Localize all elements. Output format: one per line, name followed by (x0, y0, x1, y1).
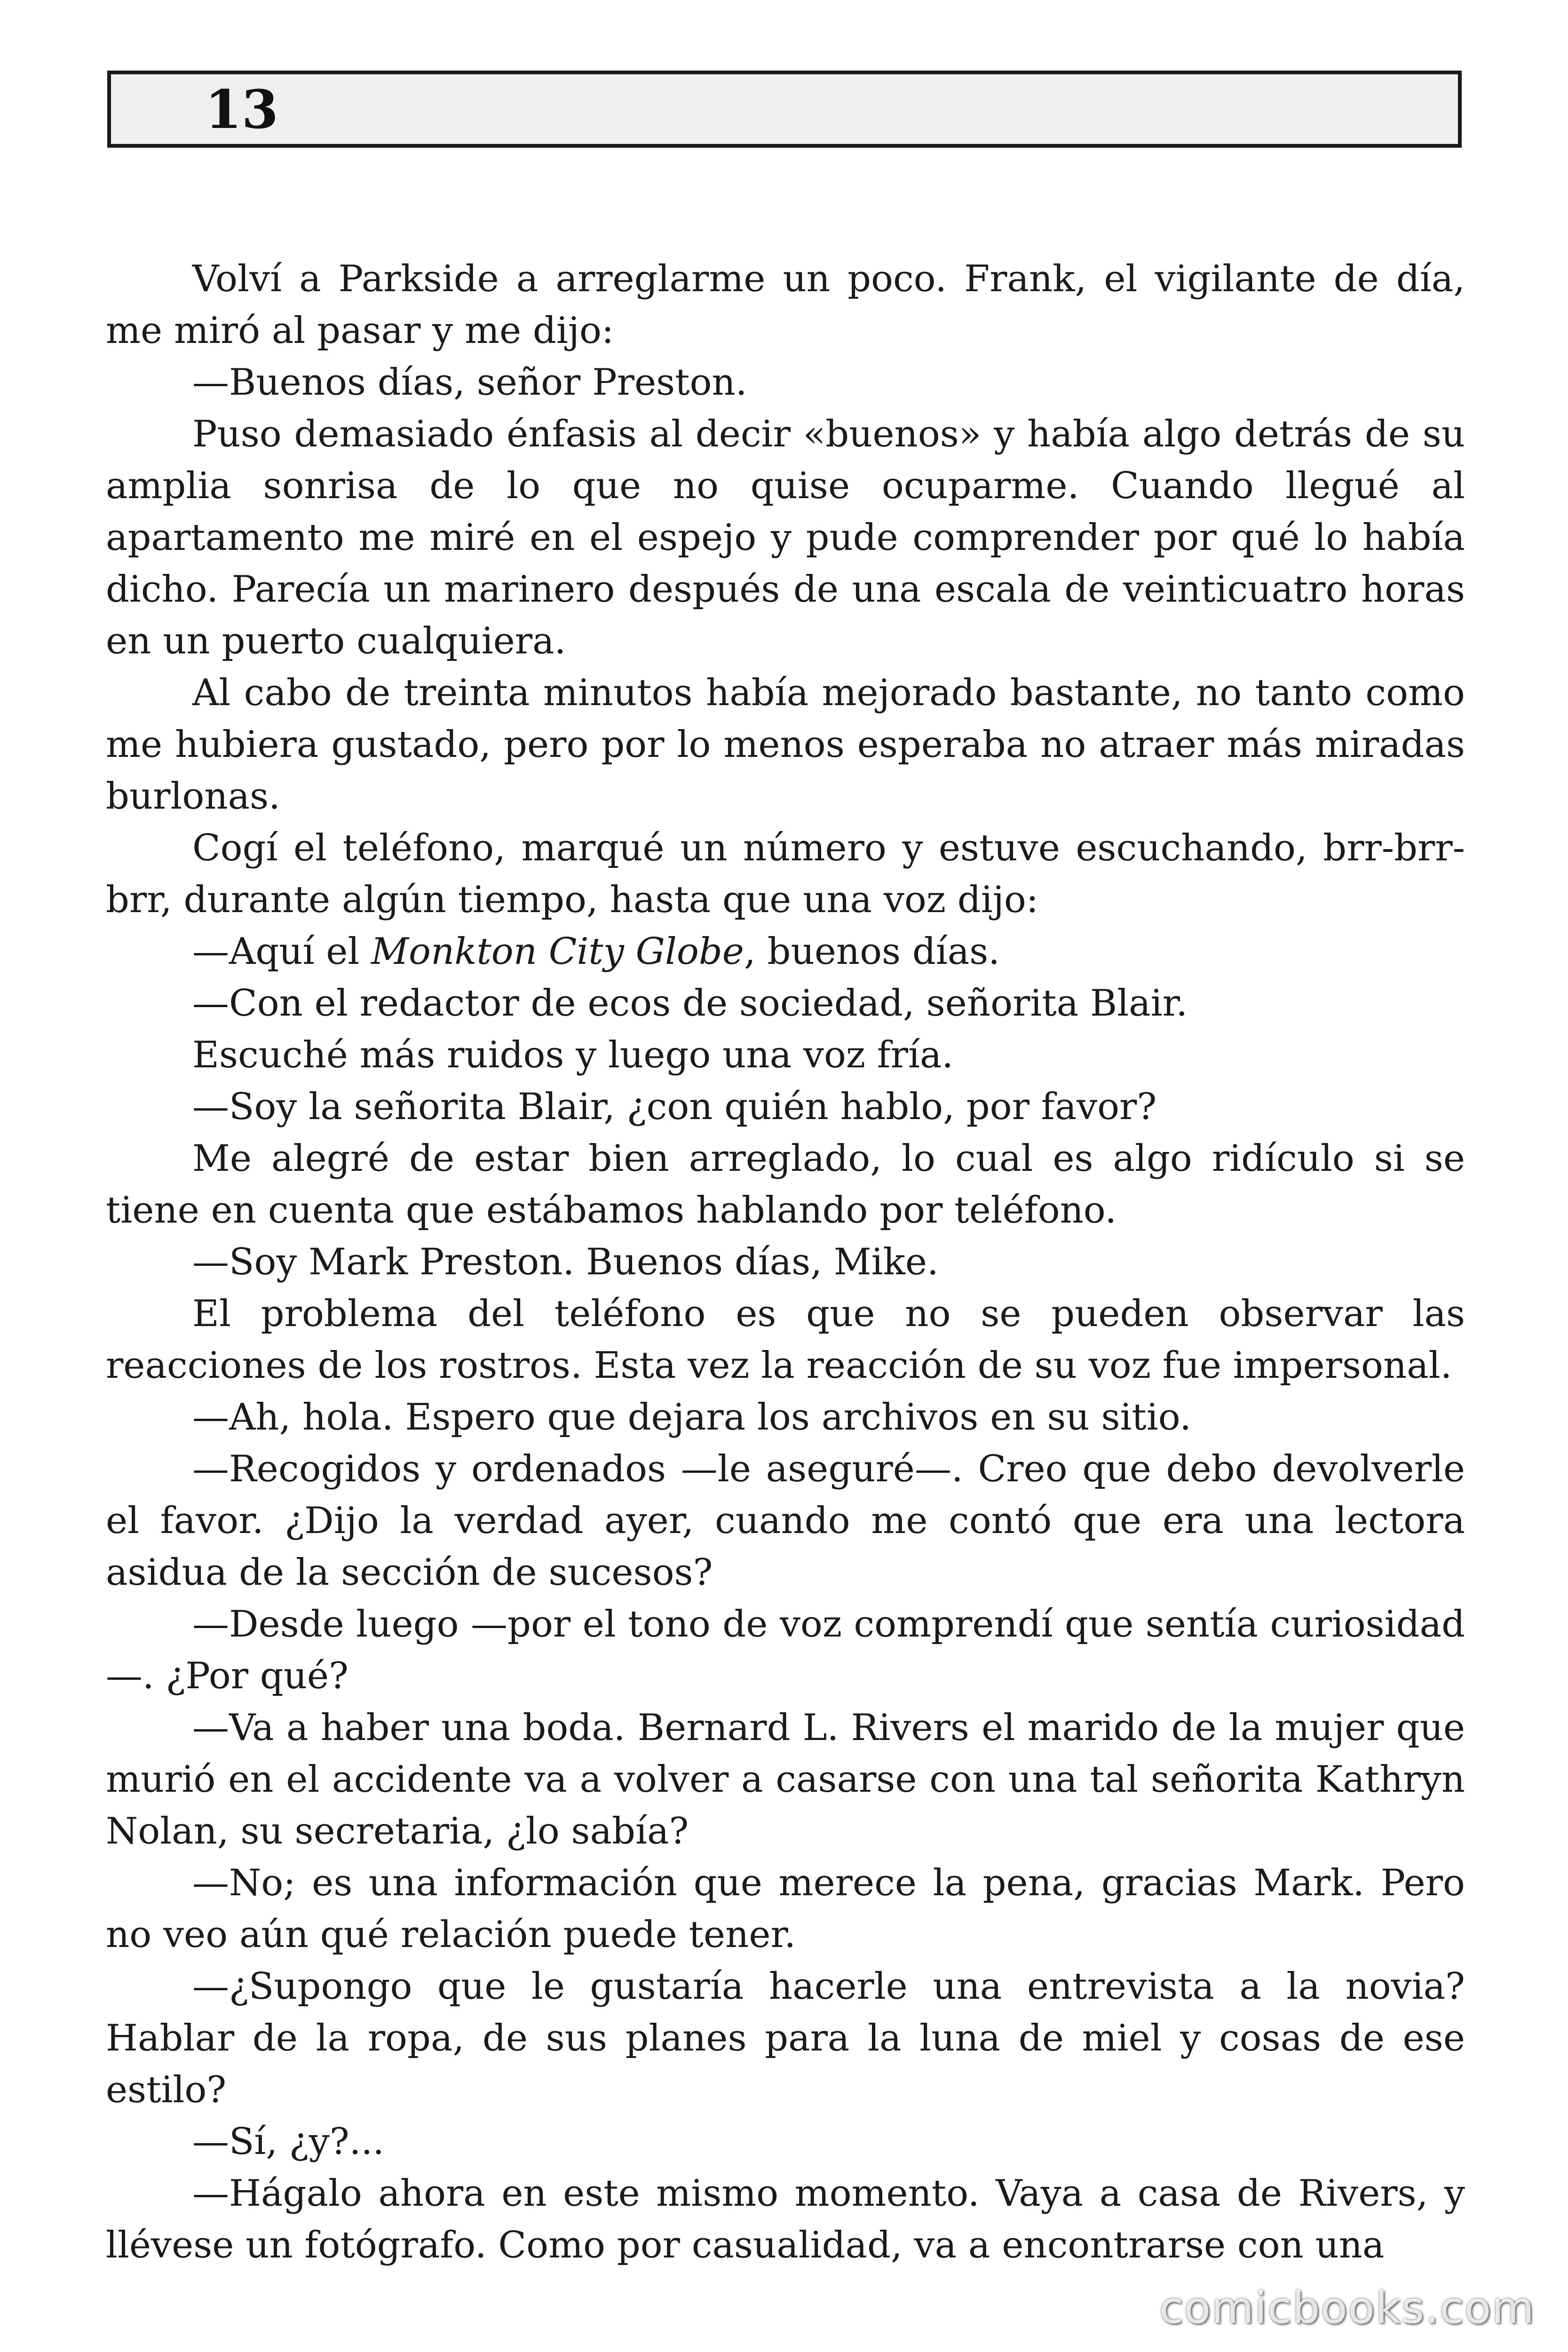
paragraph: Me alegré de estar bien arreglado, lo cual es algo ridículo si se tiene en cuenta que estábamos hablando por teléfono. (106, 1137, 1465, 1232)
chapter-number: 13 (205, 79, 278, 141)
paragraph: El problema del teléfono es que no se pueden observar las reacciones de los rostros. Esta vez la reacción de su voz fue impersonal. (106, 1293, 1465, 1387)
paragraph: —No; es una información que merece la pena, gracias Mark. Pero no veo aún qué relación puede tener. (106, 1862, 1465, 1956)
paragraph: Al cabo de treinta minutos había mejorado bastante, no tanto como me hubiera gustado, pero por lo menos esperaba no atraer más miradas burlonas. (106, 672, 1465, 818)
watermark: comicbooks.com (1159, 2283, 1535, 2333)
paragraph: —Sí, ¿y?... (192, 2121, 385, 2163)
paragraph: —Buenos días, señor Preston. (192, 361, 747, 404)
paragraph: —Soy la señorita Blair, ¿con quién hablo, por favor? (192, 1086, 1157, 1128)
paragraph: Volví a Parkside a arreglarme un poco. Frank, el vigilante de día, me miró al pasar y me dijo: (106, 258, 1465, 352)
newspaper-name: Monkton City Globe (371, 930, 744, 973)
paragraph (106, 926, 1465, 977)
paragraph: Escuché más ruidos y luego una voz fría. (192, 1034, 954, 1076)
chapter-text (106, 253, 1465, 2271)
paragraph: —Recogidos y ordenados —le aseguré—. Creo que debo devolverle el favor. ¿Dijo la verdad ayer, cuando me contó que era una lectora asidua de la sección de sucesos? (106, 1448, 1465, 1594)
paragraph: Puso demasiado énfasis al decir «buenos» y había algo detrás de su amplia sonrisa de lo que no quise ocuparme. Cuando llegué al apartamento me miré en el espejo y pude comprender por qué lo había dicho. Parecía un marinero después de una escala de veinticuatro horas en un puerto cualquiera. (106, 413, 1465, 662)
paragraph: —Con el redactor de ecos de sociedad, señorita Blair. (192, 982, 1188, 1025)
paragraph-text: —Aquí el (192, 930, 372, 973)
paragraph: —Ah, hola. Espero que dejara los archivos en su sitio. (192, 1396, 1192, 1438)
paragraph: —Hágalo ahora en este mismo momento. Vaya a casa de Rivers, y llévese un fotógrafo. Como por casualidad, va a encontrarse con una (106, 2172, 1465, 2266)
paragraph: —Desde luego —por el tono de voz comprendí que sentía curiosidad—. ¿Por qué? (106, 1603, 1465, 1697)
paragraph: —Va a haber una boda. Bernard L. Rivers el marido de la mujer que murió en el accidente va a volver a casarse con una tal señorita Kathryn Nolan, su secretaria, ¿lo sabía? (106, 1707, 1465, 1852)
paragraph: —¿Supongo que le gustaría hacerle una entrevista a la novia? Hablar de la ropa, de sus planes para la luna de miel y cosas de ese estilo? (106, 1965, 1465, 2111)
paragraph: —Soy Mark Preston. Buenos días, Mike. (192, 1241, 939, 1283)
chapter-header-box (107, 71, 1462, 148)
paragraph-text: , buenos días. (744, 930, 1000, 973)
paragraph: Cogí el teléfono, marqué un número y estuve escuchando, brr-brr-brr, durante algún tiempo, hasta que una voz dijo: (106, 827, 1465, 921)
